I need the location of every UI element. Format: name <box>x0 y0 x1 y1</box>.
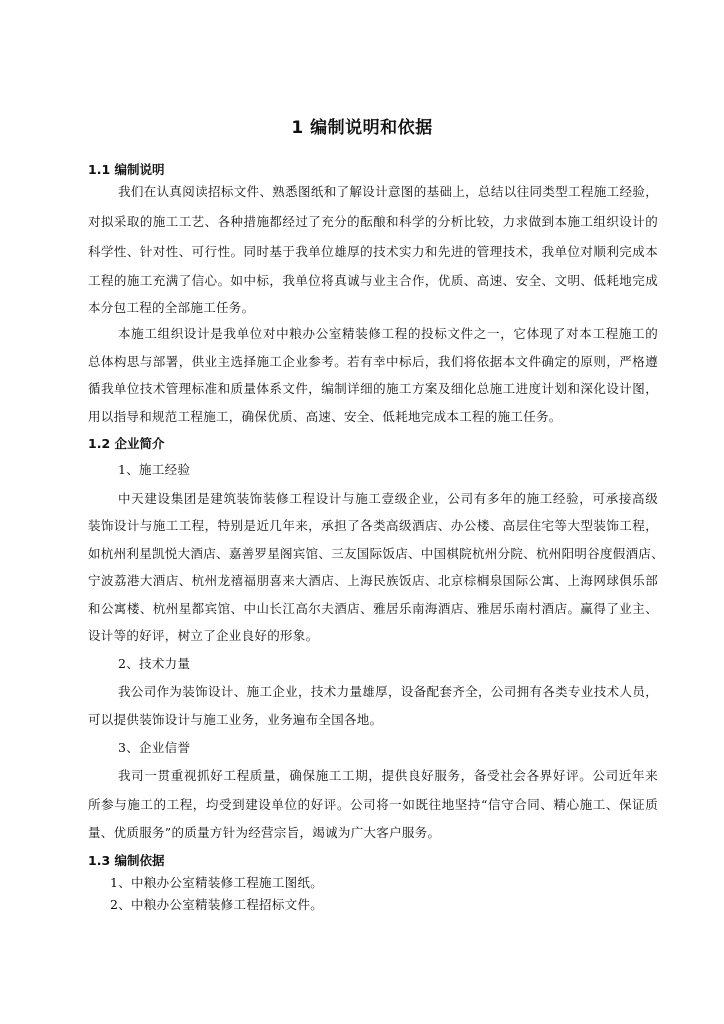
paragraph-line: 设计等的好评，树立了企业良好的形象。 <box>88 628 319 643</box>
paragraph-line: 如杭州利星凯悦大酒店、嘉善罗星阁宾馆、三友国际饭店、中国棋院杭州分院、杭州阳明谷度假酒店、 <box>88 546 665 561</box>
paragraph-line: 科学性、针对性、可行性。同时基于我单位雄厚的技术实力和先进的管理技术，我单位对顺利完成本 <box>88 244 658 259</box>
paragraph-line: 可以提供装饰设计与施工业务，业务遍布全国各地。 <box>88 712 383 727</box>
paragraph-line: 循我单位技术管理标准和质量体系文件，编制详细的施工方案及细化总施工进度计划和深化设计图， <box>88 381 658 396</box>
subheading-technical: 2、技术力量 <box>118 656 191 671</box>
paragraph-line: 工程的施工充满了信心。如中标，我单位将真诚与业主合作，优质、高速、安全、文明、低耗地完成 <box>88 273 658 288</box>
subheading-reputation: 3、企业信誉 <box>118 740 191 755</box>
paragraph-line: 宁波荔港大酒店、杭州龙禧福朋喜来大酒店、上海民族饭店、北京棕榈泉国际公寓、上海网球俱乐部 <box>88 573 658 588</box>
paragraph-line: 中天建设集团是建筑装饰装修工程设计与施工壹级企业，公司有多年的施工经验，可承接高级 <box>118 491 658 506</box>
paragraph-line: 量、优质服务”的质量方针为经营宗旨，竭诚为广大客户服务。 <box>88 825 441 840</box>
paragraph-line: 所参与施工的工程，均受到建设单位的好评。公司将一如既往地坚持“信守合同、精心施工、保证质 <box>88 797 658 812</box>
paragraph-line: 我公司作为装饰设计、施工企业，技术力量雄厚，设备配套齐全，公司拥有各类专业技术人员， <box>118 684 658 699</box>
paragraph-line: 我们在认真阅读招标文件、熟悉图纸和了解设计意图的基础上，总结以往同类型工程施工经验， <box>118 184 658 199</box>
basis-item: 2、中粮办公室精装修工程招标文件。 <box>110 897 324 912</box>
paragraph-line: 装饰设计与施工工程，特别是近几年来，承担了各类高级酒店、办公楼、高层住宅等大型装饰工程， <box>88 518 658 533</box>
paragraph-line: 和公寓楼、杭州星都宾馆、中山长江高尔夫酒店、雅居乐南海酒店、雅居乐南村酒店。赢得了业主、 <box>88 601 658 616</box>
basis-item: 1、中粮办公室精装修工程施工图纸。 <box>110 875 324 890</box>
section-heading-1-1: 1.1 编制说明 <box>88 162 165 177</box>
paragraph-line: 本分包工程的全部施工任务。 <box>88 300 255 315</box>
paragraph-line: 本施工组织设计是我单位对中粮办公室精装修工程的投标文件之一，它体现了对本工程施工的 <box>118 326 658 341</box>
paragraph-line: 总体构思与部署，供业主选择施工企业参考。若有幸中标后，我们将依据本文件确定的原则，严格遵 <box>88 354 658 369</box>
paragraph-line: 我司一贯重视抓好工程质量，确保施工工期，提供良好服务，备受社会各界好评。公司近年来 <box>118 768 658 783</box>
section-heading-1-2: 1.2 企业简介 <box>88 436 165 451</box>
document-title: 1 编制说明和依据 <box>291 118 433 138</box>
section-heading-1-3: 1.3 编制依据 <box>88 853 165 868</box>
subheading-experience: 1、施工经验 <box>118 462 191 477</box>
paragraph-line: 用以指导和规范工程施工，确保优质、高速、安全、低耗地完成本工程的施工任务。 <box>88 409 562 424</box>
paragraph-line: 对拟采取的施工工艺、各种措施都经过了充分的酝酿和科学的分析比较，力求做到本施工组织设计的 <box>88 214 658 229</box>
